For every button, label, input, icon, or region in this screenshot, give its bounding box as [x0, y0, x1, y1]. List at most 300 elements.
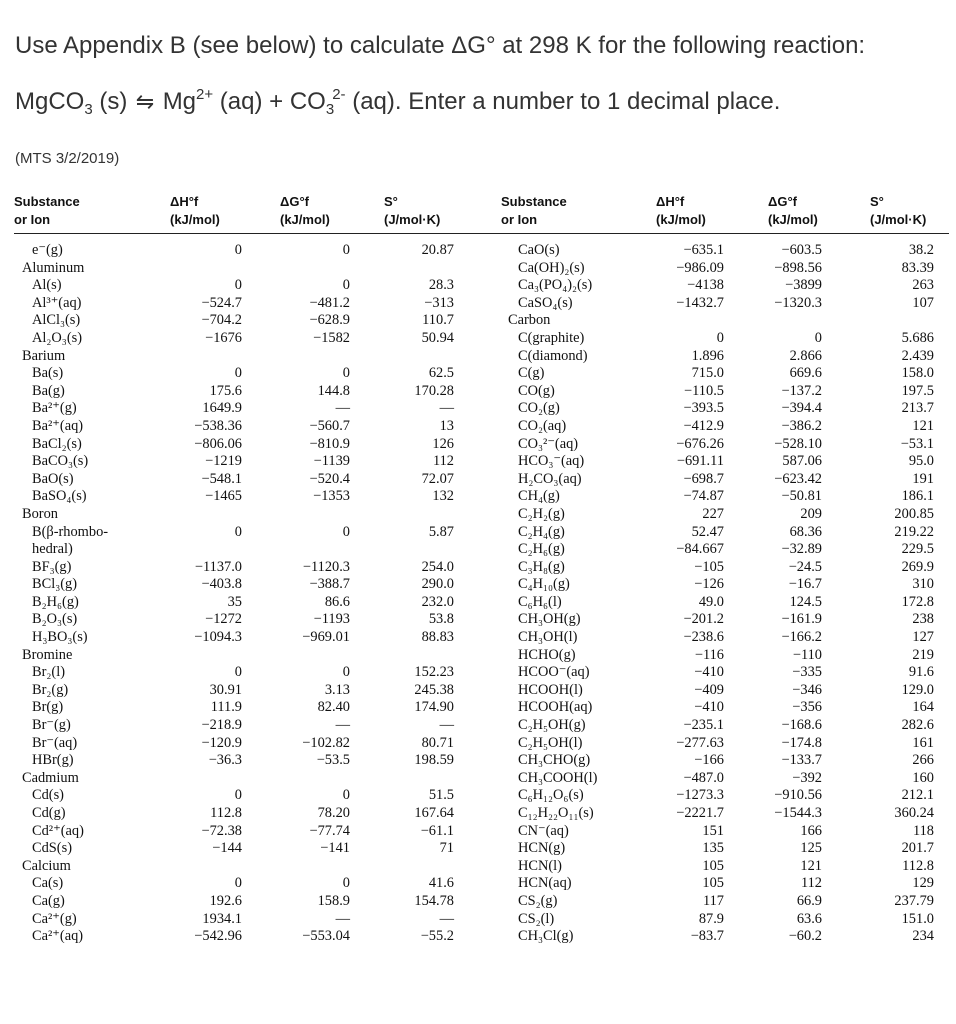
substance-cell: BF₃(g) — [32, 558, 72, 575]
substance-cell: Ca²⁺(aq) — [32, 928, 84, 945]
substance-cell: CH₃COOH(l) — [518, 769, 598, 786]
value-cell: 0 — [234, 523, 242, 540]
value-cell: −524.7 — [201, 294, 242, 311]
value-cell: −126 — [694, 576, 724, 593]
value-cell: 0 — [234, 787, 242, 804]
left-dh-column — [164, 242, 242, 946]
value-cell: −110.5 — [684, 382, 724, 399]
value-cell: 170.28 — [414, 382, 454, 399]
right-s-column — [850, 242, 934, 946]
substance-cell: CO₂(g) — [518, 400, 560, 417]
substance-cell: CO(g) — [518, 382, 555, 399]
value-cell: −238.6 — [683, 629, 724, 646]
value-cell: 152.23 — [414, 664, 454, 681]
substance-cell: C(graphite) — [518, 329, 585, 346]
value-cell: 213.7 — [901, 400, 934, 417]
source-note: (MTS 3/2/2019) — [15, 150, 120, 167]
substance-cell: Barium — [22, 347, 66, 364]
value-cell: 1649.9 — [202, 400, 242, 417]
value-cell — [374, 858, 454, 876]
value-cell — [262, 858, 350, 876]
value-cell: 112.8 — [210, 805, 242, 821]
value-cell: −16.7 — [788, 576, 822, 593]
substance-cell: H₃BO₃(s) — [32, 629, 88, 646]
value-cell: −55.2 — [420, 928, 454, 945]
value-cell: −2221.7 — [676, 805, 724, 821]
value-cell — [164, 260, 242, 278]
left-names-column — [22, 242, 162, 946]
table-header — [14, 190, 949, 234]
value-cell: 0 — [814, 329, 822, 346]
value-cell: −144 — [212, 840, 242, 857]
value-cell: −1193 — [313, 611, 350, 628]
substance-cell: Al³⁺(aq) — [32, 294, 82, 311]
value-cell: 174.90 — [414, 699, 454, 716]
question-instruction: Enter a number to 1 decimal place. — [401, 88, 781, 115]
value-cell: −201.2 — [683, 611, 724, 628]
value-cell: 80.71 — [421, 734, 454, 751]
value-cell — [262, 647, 350, 665]
value-cell: −4138 — [687, 277, 724, 294]
product-carbonate-ion: CO — [289, 88, 326, 115]
value-cell: 212.1 — [901, 787, 934, 804]
product-magnesium-ion: Mg — [162, 88, 197, 115]
substance-cell: H₂CO₃(aq) — [518, 470, 582, 487]
value-cell: −166 — [694, 752, 724, 769]
value-cell: −1432.7 — [676, 294, 724, 311]
value-cell: 219.22 — [894, 523, 934, 540]
value-cell: 78.20 — [317, 805, 350, 821]
value-cell: 158.0 — [901, 365, 934, 382]
header-dh-2: (kJ/mol) — [170, 212, 220, 227]
value-cell: 0 — [342, 787, 350, 804]
value-cell: −969.01 — [302, 629, 350, 646]
value-cell: −410 — [694, 699, 724, 716]
value-cell: 68.36 — [789, 523, 822, 540]
left-s-column — [374, 242, 454, 946]
value-cell: 192.6 — [209, 892, 242, 909]
value-cell — [262, 506, 350, 524]
substance-cell: HCOOH(aq) — [518, 699, 593, 716]
substance-cell: BCl₃(g) — [32, 576, 77, 593]
value-cell: 112 — [432, 453, 454, 470]
value-cell: −1320.3 — [774, 294, 822, 311]
header-dh-1-right: ΔH°f — [656, 194, 685, 209]
value-cell: −481.2 — [309, 294, 350, 311]
value-cell: 129.0 — [901, 681, 934, 698]
value-cell — [262, 770, 350, 788]
value-cell — [262, 348, 350, 366]
value-cell — [374, 506, 454, 524]
substance-cell: CO₂(aq) — [518, 417, 567, 434]
value-cell: −898.56 — [774, 259, 822, 276]
value-cell — [164, 541, 242, 559]
value-cell: 71 — [439, 840, 454, 857]
value-cell: 167.64 — [414, 805, 454, 821]
value-cell: 112.8 — [902, 857, 934, 874]
value-cell — [164, 647, 242, 665]
value-cell: 0 — [342, 523, 350, 540]
value-cell: −1465 — [205, 488, 242, 505]
value-cell: −1353 — [313, 488, 350, 505]
value-cell: 715.0 — [691, 365, 724, 382]
header-dg-1: ΔG°f — [280, 194, 309, 209]
value-cell: 232.0 — [421, 593, 454, 610]
value-cell: 186.1 — [901, 488, 934, 505]
value-cell: 62.5 — [428, 365, 454, 382]
value-cell: 227 — [702, 505, 724, 522]
value-cell — [374, 541, 454, 559]
substance-cell: BaCl₂(s) — [32, 435, 82, 452]
value-cell: −36.3 — [208, 752, 242, 769]
value-cell: −392 — [792, 769, 822, 786]
value-cell: −277.63 — [676, 734, 724, 751]
value-cell: 245.38 — [414, 681, 454, 698]
value-cell: −487.0 — [683, 769, 724, 786]
value-cell: 0 — [234, 242, 242, 258]
value-cell: 172.8 — [901, 593, 934, 610]
value-cell: 117 — [702, 892, 724, 909]
value-cell: 107 — [912, 294, 934, 311]
substance-cell: AlCl₃(s) — [32, 312, 81, 329]
substance-cell: Al₂O₃(s) — [32, 329, 83, 346]
value-cell: −635.1 — [683, 242, 724, 258]
substance-cell: Al(s) — [32, 277, 62, 294]
value-cell — [164, 770, 242, 788]
value-cell: 282.6 — [901, 717, 934, 734]
value-cell: 263 — [912, 277, 934, 294]
value-cell: — — [439, 717, 454, 734]
value-cell: −1676 — [205, 329, 242, 346]
value-cell: −560.7 — [309, 417, 350, 434]
value-cell: −1273.3 — [676, 787, 724, 804]
substance-cell: HCO₃⁻(aq) — [518, 453, 585, 470]
value-cell: 105 — [702, 875, 724, 892]
value-cell: −235.1 — [683, 717, 724, 734]
substance-cell: CH₃OH(l) — [518, 629, 578, 646]
value-cell: — — [335, 717, 350, 734]
value-cell: −676.26 — [676, 435, 724, 452]
value-cell: −141 — [320, 840, 350, 857]
substance-cell: Ba²⁺(g) — [32, 400, 77, 417]
substance-cell: BaSO₄(s) — [32, 488, 87, 505]
value-cell: 669.6 — [789, 365, 822, 382]
value-cell: −174.8 — [781, 734, 822, 751]
value-cell: 129 — [912, 875, 934, 892]
value-cell: −84.667 — [676, 541, 724, 558]
value-cell: 5.686 — [901, 329, 934, 346]
value-cell — [164, 858, 242, 876]
question-line-2: MgCO$_3$ (s) ⇋ $Mg^{2+}$ $(aq) + CO_3^{2-}$ (aq). Enter a number to 1 decimal place. — [15, 86, 781, 118]
value-cell: −409 — [694, 681, 724, 698]
substance-cell: B₂H₆(g) — [32, 593, 79, 610]
value-cell: 197.5 — [901, 382, 934, 399]
value-cell: 161 — [912, 734, 934, 751]
value-cell: 587.06 — [782, 453, 822, 470]
value-cell: 0 — [342, 242, 350, 258]
value-cell: −410 — [694, 664, 724, 681]
value-cell: 83.39 — [901, 259, 934, 276]
substance-cell: C₁₂H₂₂O₁₁(s) — [518, 805, 594, 821]
value-cell: −806.06 — [194, 435, 242, 452]
value-cell: 201.7 — [901, 840, 934, 857]
substance-cell: Cd(s) — [32, 787, 64, 804]
substance-cell: e⁻(g) — [32, 242, 63, 258]
value-cell — [374, 348, 454, 366]
value-cell: — — [335, 910, 350, 927]
substance-cell: HBr(g) — [32, 752, 74, 769]
value-cell: 105 — [702, 857, 724, 874]
value-cell: −1094.3 — [194, 629, 242, 646]
value-cell: 111.9 — [210, 699, 242, 716]
substance-cell: C(g) — [518, 365, 545, 382]
substance-cell: Cd²⁺(aq) — [32, 822, 84, 839]
value-cell: −168.6 — [781, 717, 822, 734]
substance-cell: HCHO(g) — [518, 646, 576, 663]
value-cell: 86.6 — [324, 593, 350, 610]
value-cell: −1272 — [205, 611, 242, 628]
value-cell: 154.78 — [414, 892, 454, 909]
substance-cell: Br₂(g) — [32, 681, 69, 698]
value-cell: 2.439 — [901, 347, 934, 364]
substance-cell: Calcium — [22, 857, 71, 874]
value-cell: −356 — [792, 699, 822, 716]
value-cell: −77.74 — [309, 822, 350, 839]
substance-cell: Boron — [22, 505, 58, 522]
value-cell: −520.4 — [309, 470, 350, 487]
value-cell: 53.8 — [428, 611, 454, 628]
value-cell: −623.42 — [774, 470, 822, 487]
value-cell: 49.0 — [698, 593, 724, 610]
value-cell: 209 — [800, 505, 822, 522]
value-cell: −161.9 — [781, 611, 822, 628]
value-cell: 158.9 — [317, 892, 350, 909]
value-cell: 0 — [716, 329, 724, 346]
value-cell: −102.82 — [302, 734, 350, 751]
equilibrium-arrow-icon: ⇋ — [135, 89, 155, 114]
substance-cell: B(β-rhombo- — [32, 523, 109, 540]
substance-cell: C₃H₈(g) — [518, 558, 565, 575]
value-cell: 118 — [912, 822, 934, 839]
value-cell: −50.81 — [781, 488, 822, 505]
header-dg-2: (kJ/mol) — [280, 212, 330, 227]
substance-cell: Ca(g) — [32, 892, 65, 909]
value-cell: 13 — [439, 417, 454, 434]
substance-cell: Ca(s) — [32, 875, 64, 892]
value-cell: 0 — [342, 365, 350, 382]
value-cell: 66.9 — [796, 892, 822, 909]
value-cell: — — [335, 400, 350, 417]
substance-cell: C₂H₄(g) — [518, 523, 565, 540]
substance-cell: hedral) — [32, 541, 73, 558]
value-cell: 0 — [342, 277, 350, 294]
value-cell: 151 — [702, 822, 724, 839]
value-cell: 151.0 — [901, 910, 934, 927]
substance-cell: HCN(aq) — [518, 875, 572, 892]
value-cell — [624, 312, 724, 330]
value-cell: −60.2 — [788, 928, 822, 945]
value-cell: 1.896 — [691, 347, 724, 364]
value-cell: 164 — [912, 699, 934, 716]
value-cell: 175.6 — [209, 382, 242, 399]
value-cell — [164, 348, 242, 366]
value-cell: 121 — [800, 857, 822, 874]
value-cell: 127 — [912, 629, 934, 646]
value-cell: −691.11 — [676, 453, 724, 470]
reactant-formula: MgCO — [15, 88, 85, 115]
value-cell: −810.9 — [309, 435, 350, 452]
header-s-1-right: S° — [870, 194, 884, 209]
value-cell: −166.2 — [781, 629, 822, 646]
value-cell: 2.866 — [789, 347, 822, 364]
header-substance-1: Substance — [14, 194, 80, 209]
substance-cell: CO₃²⁻(aq) — [518, 435, 579, 452]
substance-cell: Br⁻(g) — [32, 717, 71, 734]
value-cell — [374, 260, 454, 278]
substance-cell: C₂H₆(g) — [518, 541, 565, 558]
value-cell: 124.5 — [789, 593, 822, 610]
value-cell: −553.04 — [302, 928, 350, 945]
value-cell: −412.9 — [683, 417, 724, 434]
value-cell: 160 — [912, 769, 934, 786]
value-cell: −3899 — [785, 277, 822, 294]
substance-cell: B₂O₃(s) — [32, 611, 78, 628]
substance-cell: Ba(g) — [32, 382, 65, 399]
substance-cell: C₂H₂(g) — [518, 505, 565, 522]
substance-cell: C₆H₁₂O₆(s) — [518, 787, 584, 804]
value-cell: 72.07 — [421, 470, 454, 487]
substance-cell: BaO(s) — [32, 470, 74, 487]
value-cell: 254.0 — [421, 558, 454, 575]
value-cell: −403.8 — [201, 576, 242, 593]
value-cell: 38.2 — [908, 242, 934, 258]
value-cell: 91.6 — [908, 664, 934, 681]
header-substance-1-right: Substance — [501, 194, 567, 209]
value-cell: −61.1 — [420, 822, 454, 839]
value-cell: 266 — [912, 752, 934, 769]
substance-cell: Ca₃(PO₄)₂(s) — [518, 277, 593, 294]
value-cell: 0 — [234, 664, 242, 681]
substance-cell: Ba²⁺(aq) — [32, 417, 84, 434]
value-cell — [374, 647, 454, 665]
value-cell: −528.10 — [774, 435, 822, 452]
value-cell: 28.3 — [428, 277, 454, 294]
value-cell: — — [439, 910, 454, 927]
value-cell: 41.6 — [428, 875, 454, 892]
substance-cell: Cadmium — [22, 769, 79, 786]
value-cell: −548.1 — [201, 470, 242, 487]
value-cell: −538.36 — [194, 417, 242, 434]
value-cell — [850, 312, 934, 330]
value-cell: 52.47 — [691, 523, 724, 540]
substance-cell: Br₂(l) — [32, 664, 65, 681]
value-cell: 110.7 — [422, 312, 454, 329]
substance-cell: CH₃OH(g) — [518, 611, 581, 628]
value-cell: −32.89 — [781, 541, 822, 558]
value-cell: 360.24 — [894, 805, 934, 821]
value-cell: 229.5 — [901, 541, 934, 558]
value-cell: −388.7 — [309, 576, 350, 593]
value-cell: 132 — [432, 488, 454, 505]
value-cell: 20.87 — [421, 242, 454, 258]
value-cell: 0 — [234, 875, 242, 892]
header-s-1: S° — [384, 194, 398, 209]
value-cell: −628.9 — [309, 312, 350, 329]
header-dg-1-right: ΔG°f — [768, 194, 797, 209]
substance-cell: Carbon — [508, 312, 551, 329]
header-substance-2: or Ion — [14, 212, 51, 227]
value-cell: 35 — [227, 593, 242, 610]
substance-cell: C(diamond) — [518, 347, 588, 364]
value-cell: 88.83 — [421, 629, 454, 646]
header-dh-1: ΔH°f — [170, 194, 199, 209]
value-cell: — — [439, 400, 454, 417]
value-cell: 1934.1 — [202, 910, 242, 927]
value-cell: −105 — [694, 558, 724, 575]
substance-cell: Ca²⁺(g) — [32, 910, 77, 927]
value-cell: −72.38 — [201, 822, 242, 839]
value-cell: 191 — [912, 470, 934, 487]
value-cell: −335 — [792, 664, 822, 681]
substance-cell: Ba(s) — [32, 365, 64, 382]
value-cell: −137.2 — [781, 382, 822, 399]
value-cell: −1120.3 — [302, 558, 350, 575]
value-cell: 112 — [800, 875, 822, 892]
value-cell: 144.8 — [317, 382, 350, 399]
thermodynamic-data-table — [14, 190, 949, 1024]
substance-cell: CdS(s) — [32, 840, 72, 857]
value-cell: −110 — [792, 646, 822, 663]
value-cell: −1219 — [205, 453, 242, 470]
substance-cell: CH₃Cl(g) — [518, 928, 574, 945]
value-cell: 269.9 — [901, 558, 934, 575]
value-cell: 63.6 — [796, 910, 822, 927]
value-cell: 0 — [234, 365, 242, 382]
substance-cell: Aluminum — [22, 259, 85, 276]
value-cell: 310 — [912, 576, 934, 593]
value-cell: −698.7 — [683, 470, 724, 487]
value-cell: 166 — [800, 822, 822, 839]
substance-cell: C₂H₅OH(g) — [518, 717, 586, 734]
value-cell — [262, 541, 350, 559]
value-cell: −133.7 — [781, 752, 822, 769]
substance-cell: CH₃CHO(g) — [518, 752, 591, 769]
substance-cell: HCN(g) — [518, 840, 566, 857]
substance-cell: HCN(l) — [518, 857, 562, 874]
value-cell: −53.1 — [900, 435, 934, 452]
value-cell: 0 — [342, 664, 350, 681]
value-cell: −704.2 — [201, 312, 242, 329]
value-cell: 219 — [912, 646, 934, 663]
value-cell: 200.85 — [894, 505, 934, 522]
substance-cell: CS₂(l) — [518, 910, 555, 927]
value-cell: 126 — [432, 435, 454, 452]
value-cell: −74.87 — [683, 488, 724, 505]
value-cell: −53.5 — [316, 752, 350, 769]
value-cell: −393.5 — [683, 400, 724, 417]
value-cell: −1544.3 — [774, 805, 822, 821]
value-cell: −83.7 — [690, 928, 724, 945]
value-cell: 3.13 — [324, 681, 350, 698]
substance-cell: CaO(s) — [518, 242, 560, 258]
value-cell: 0 — [342, 875, 350, 892]
header-s-2: (J/mol·K) — [384, 212, 441, 227]
substance-cell: HCOO⁻(aq) — [518, 664, 590, 681]
value-cell: 0 — [234, 277, 242, 294]
value-cell: −1137.0 — [194, 558, 242, 575]
header-dh-2-right: (kJ/mol) — [656, 212, 706, 227]
value-cell: −120.9 — [201, 734, 242, 751]
